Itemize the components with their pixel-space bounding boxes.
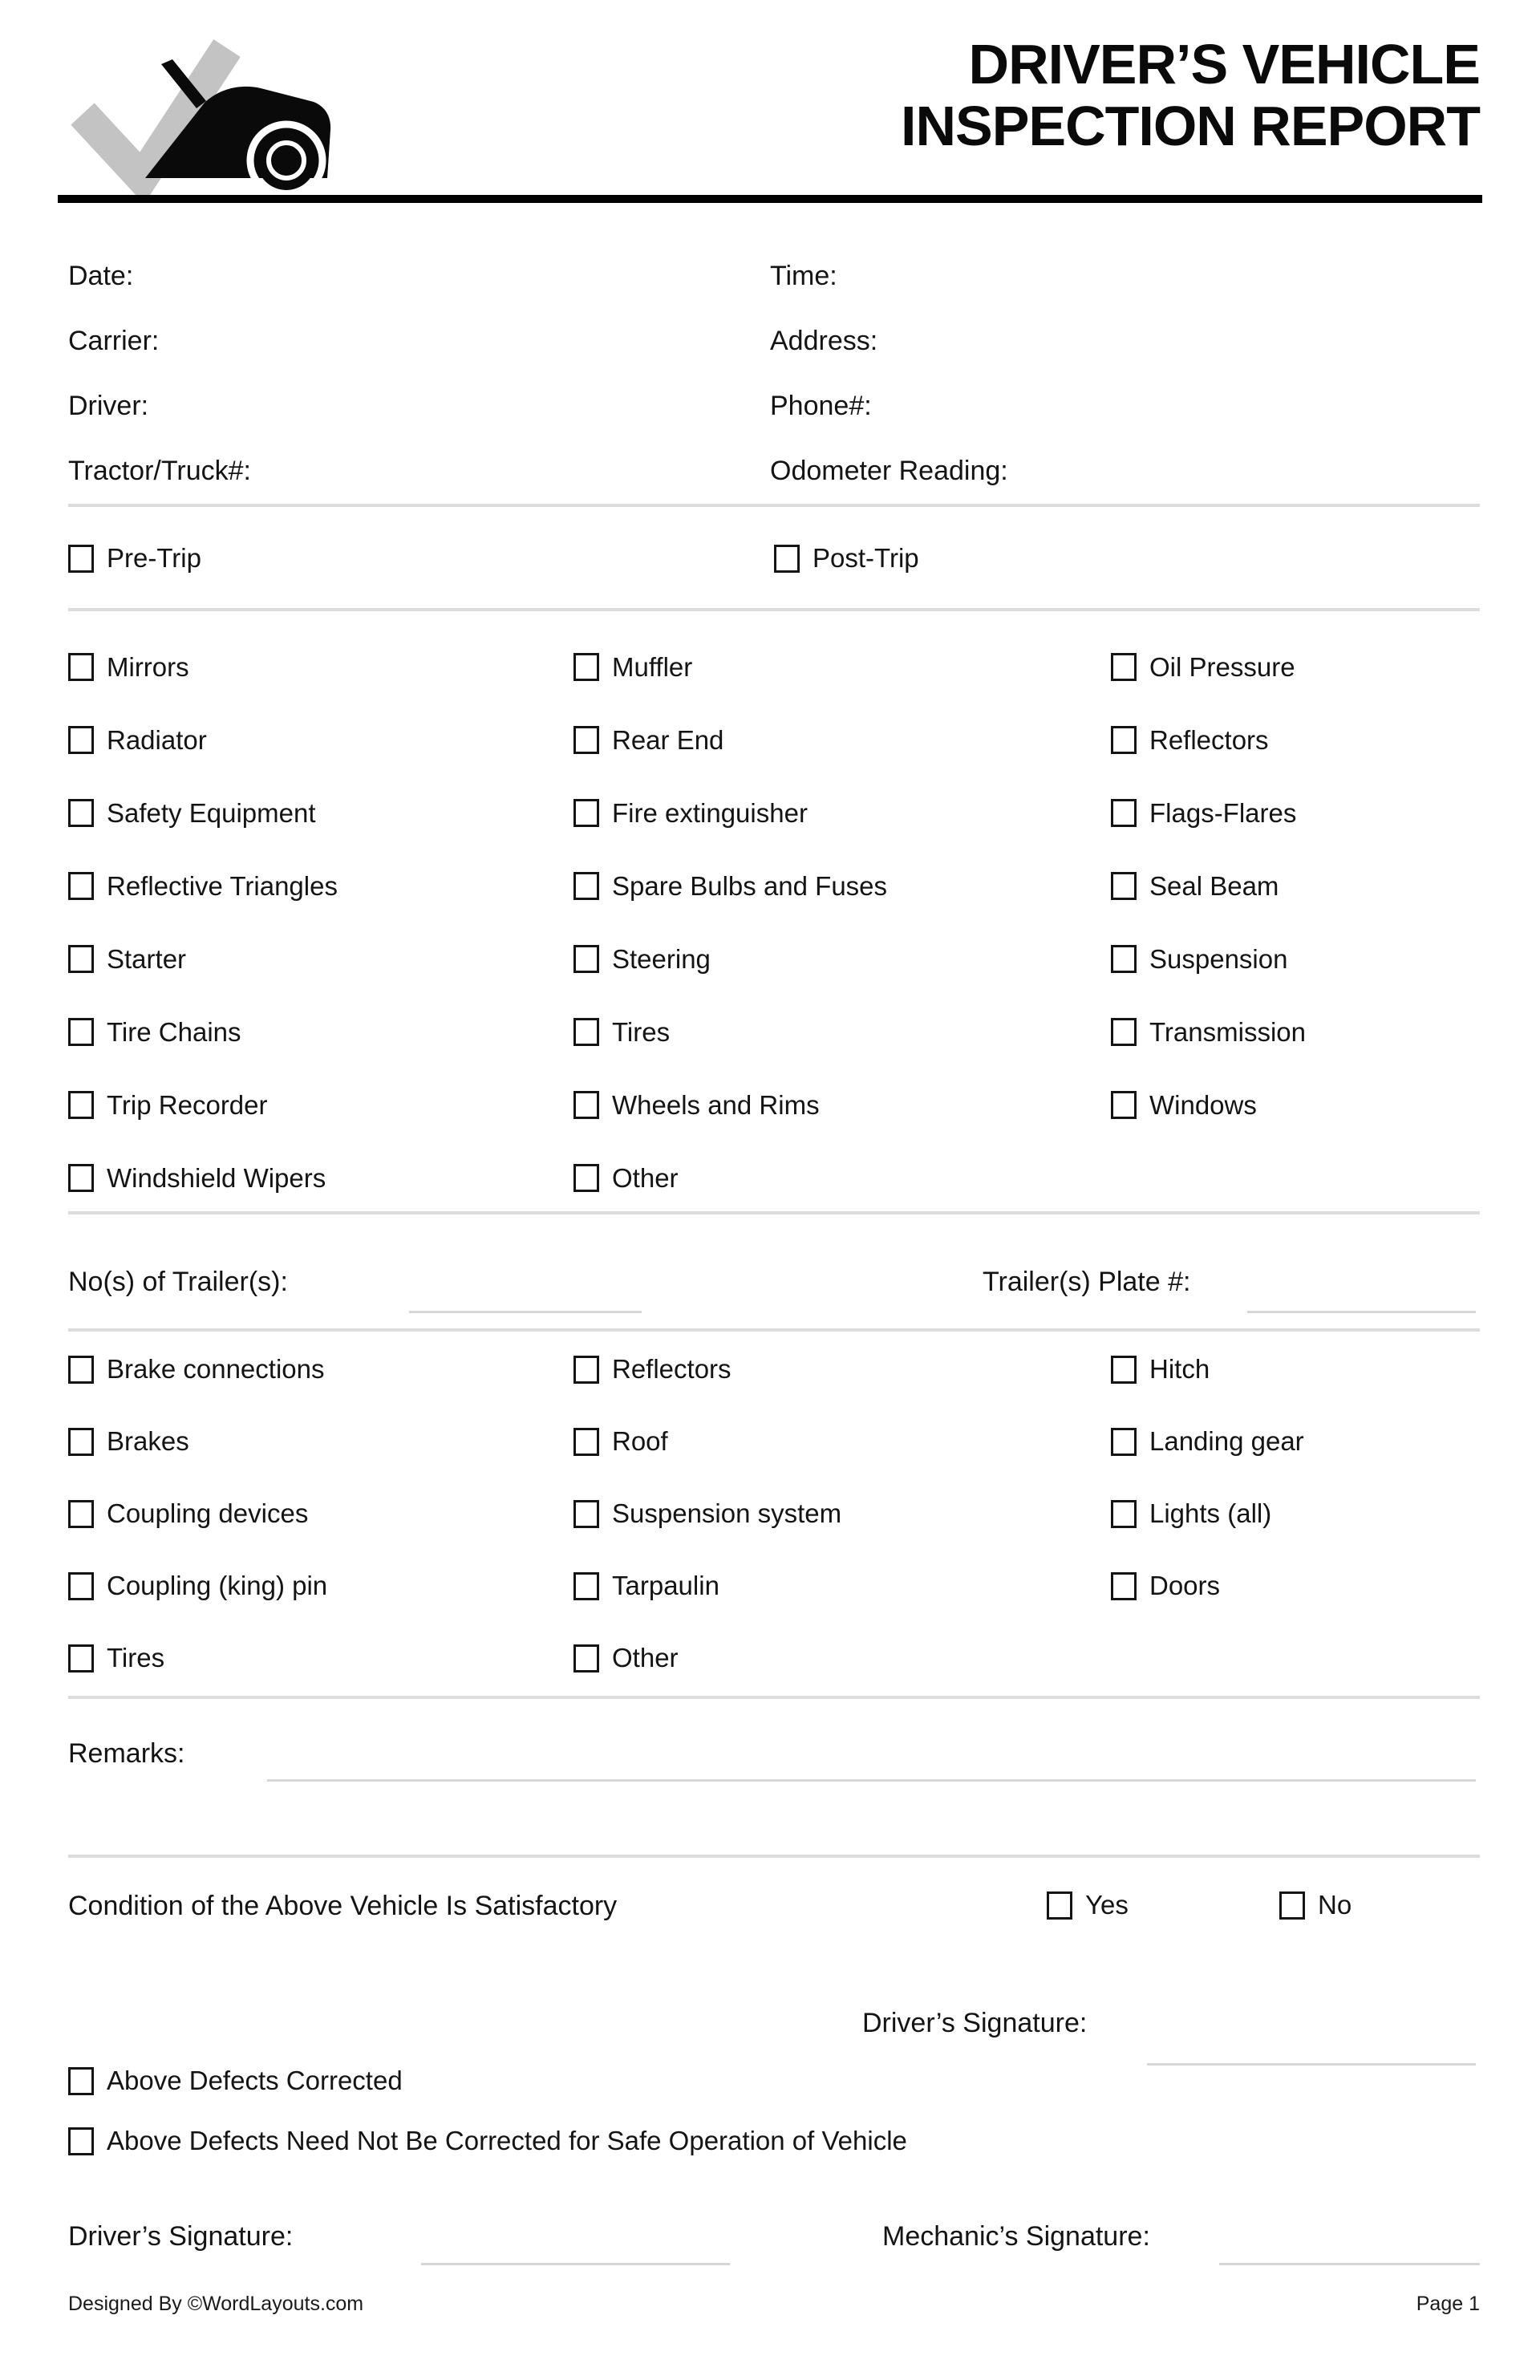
checklist-item-label: Doors bbox=[1149, 1571, 1221, 1600]
section-divider bbox=[68, 1211, 1480, 1214]
checkbox-trailer-tires[interactable] bbox=[68, 1644, 94, 1672]
info-fields-grid bbox=[68, 244, 1476, 504]
checkbox-reflective-triangles[interactable] bbox=[68, 872, 94, 900]
checklist-item-label: Flags-Flares bbox=[1149, 797, 1297, 828]
checkbox-rear-end[interactable] bbox=[573, 726, 599, 754]
checklist-item-label: Spare Bulbs and Fuses bbox=[612, 870, 888, 901]
checkbox-tire-chains[interactable] bbox=[68, 1018, 94, 1046]
checklist-item-label: Coupling devices bbox=[107, 1498, 309, 1528]
field-label-phone: Phone#: bbox=[770, 391, 872, 421]
checkbox-roof[interactable] bbox=[573, 1428, 599, 1456]
page-title-line1: DRIVER’S VEHICLE bbox=[968, 33, 1480, 95]
section-divider bbox=[68, 608, 1480, 611]
no-checkbox[interactable] bbox=[1279, 1891, 1305, 1920]
checklist-item-label: Landing gear bbox=[1149, 1426, 1304, 1456]
checkbox-suspension[interactable] bbox=[1111, 945, 1137, 973]
defects-not-required-option bbox=[68, 2126, 907, 2156]
checklist-item-label: Tarpaulin bbox=[612, 1571, 719, 1600]
defects-corrected-option bbox=[68, 2066, 403, 2096]
driver-signature-top-label: Driver’s Signature: bbox=[862, 2008, 1088, 2038]
checklist-item-label: Fire extinguisher bbox=[612, 797, 808, 828]
field-label-odometer: Odometer Reading: bbox=[770, 456, 1008, 486]
checkbox-windows[interactable] bbox=[1111, 1091, 1137, 1119]
checklist-item-label: Safety Equipment bbox=[107, 797, 316, 828]
section-divider bbox=[68, 1328, 1480, 1332]
pre-trip-label: Pre-Trip bbox=[107, 543, 201, 573]
remarks-label: Remarks: bbox=[68, 1738, 185, 1769]
pre-trip-option bbox=[68, 543, 201, 574]
section-divider bbox=[68, 1696, 1480, 1699]
checkbox-steering[interactable] bbox=[573, 945, 599, 973]
checklist-item-label: Oil Pressure bbox=[1149, 651, 1295, 682]
checklist-item-label: Brake connections bbox=[107, 1354, 325, 1384]
checklist-item-label: Suspension bbox=[1149, 943, 1288, 974]
checkbox-wheels-and-rims[interactable] bbox=[573, 1091, 599, 1119]
checklist-item-label: Suspension system bbox=[612, 1498, 842, 1528]
checkbox-hitch[interactable] bbox=[1111, 1356, 1137, 1384]
field-label-time: Time: bbox=[770, 261, 837, 291]
post-trip-option bbox=[774, 543, 919, 574]
checkbox-doors[interactable] bbox=[1111, 1572, 1137, 1600]
checklist-item-label: Roof bbox=[612, 1426, 668, 1456]
checklist-item-label: Windows bbox=[1149, 1089, 1257, 1120]
yes-label: Yes bbox=[1085, 1890, 1129, 1920]
condition-no-option bbox=[1279, 1890, 1352, 1920]
checklist-item-label: Mirrors bbox=[107, 651, 189, 682]
checklist-item-label: Tires bbox=[612, 1016, 671, 1047]
checkbox-radiator[interactable] bbox=[68, 726, 94, 754]
checkbox-oil-pressure[interactable] bbox=[1111, 653, 1137, 681]
checkbox-windshield-wipers[interactable] bbox=[68, 1164, 94, 1192]
checkbox-other-vehicle[interactable] bbox=[573, 1164, 599, 1192]
checklist-item-label: Radiator bbox=[107, 724, 207, 755]
checkbox-fire-extinguisher[interactable] bbox=[573, 799, 599, 827]
checkbox-coupling-king-pin[interactable] bbox=[68, 1572, 94, 1600]
checklist-item-label: Tires bbox=[107, 1643, 165, 1672]
post-trip-label: Post-Trip bbox=[813, 543, 919, 573]
checkmark-car-logo bbox=[68, 32, 337, 197]
condition-yes-option bbox=[1047, 1890, 1129, 1920]
condition-label: Condition of the Above Vehicle Is Satisfactory bbox=[68, 1891, 618, 1921]
post-trip-checkbox[interactable] bbox=[774, 545, 800, 573]
checkbox-landing-gear[interactable] bbox=[1111, 1428, 1137, 1456]
checklist-item-label: Windshield Wipers bbox=[107, 1162, 326, 1193]
checklist-item-label: Reflective Triangles bbox=[107, 870, 338, 901]
field-label-address: Address: bbox=[770, 326, 878, 356]
checkbox-trailer-reflectors[interactable] bbox=[573, 1356, 599, 1384]
page-title bbox=[901, 34, 1480, 157]
checkbox-brake-connections[interactable] bbox=[68, 1356, 94, 1384]
checkbox-trip-recorder[interactable] bbox=[68, 1091, 94, 1119]
checklist-item-label: Reflectors bbox=[612, 1354, 732, 1384]
checkbox-tires[interactable] bbox=[573, 1018, 599, 1046]
driver-signature-bottom-label: Driver’s Signature: bbox=[68, 2221, 294, 2252]
footer-credit: Designed By ©WordLayouts.com bbox=[68, 2293, 364, 2315]
checklist-item-label: Tire Chains bbox=[107, 1016, 241, 1047]
checklist-item-label: Other bbox=[612, 1162, 679, 1193]
checklist-item-label: Wheels and Rims bbox=[612, 1089, 820, 1120]
driver-signature-bottom-input[interactable] bbox=[421, 2263, 730, 2265]
trailer-plate-label: Trailer(s) Plate #: bbox=[983, 1267, 1191, 1297]
checkbox-coupling-devices[interactable] bbox=[68, 1500, 94, 1528]
checklist-item-label: Starter bbox=[107, 943, 187, 974]
checklist-item-label: Brakes bbox=[107, 1426, 189, 1456]
pre-trip-checkbox[interactable] bbox=[68, 545, 94, 573]
trailer-checklist bbox=[68, 1333, 1476, 1694]
checklist-item-label: Steering bbox=[612, 943, 711, 974]
mechanic-signature-input[interactable] bbox=[1219, 2263, 1480, 2265]
checkbox-transmission[interactable] bbox=[1111, 1018, 1137, 1046]
page-title-line2: INSPECTION REPORT bbox=[901, 95, 1480, 157]
checkbox-other-trailer[interactable] bbox=[573, 1644, 599, 1672]
checklist-item-label: Trip Recorder bbox=[107, 1089, 268, 1120]
defects-not-required-checkbox[interactable] bbox=[68, 2127, 94, 2155]
checkbox-muffler[interactable] bbox=[573, 653, 599, 681]
vehicle-checklist bbox=[68, 630, 1476, 1214]
field-label-tractor-truck: Tractor/Truck#: bbox=[68, 456, 251, 486]
checklist-item-label: Muffler bbox=[612, 651, 693, 682]
field-label-date: Date: bbox=[68, 261, 134, 291]
defects-not-required-label: Above Defects Need Not Be Corrected for Safe Operation of Vehicle bbox=[107, 2126, 907, 2155]
checklist-item-label: Other bbox=[612, 1643, 679, 1672]
checkbox-seal-beam[interactable] bbox=[1111, 872, 1137, 900]
header-rule bbox=[58, 195, 1482, 203]
checklist-item-label: Transmission bbox=[1149, 1016, 1306, 1047]
field-label-driver: Driver: bbox=[68, 391, 149, 421]
checkbox-flags-flares[interactable] bbox=[1111, 799, 1137, 827]
checkbox-mirrors[interactable] bbox=[68, 653, 94, 681]
checklist-item-label: Reflectors bbox=[1149, 724, 1269, 755]
yes-checkbox[interactable] bbox=[1047, 1891, 1072, 1920]
checkbox-lights-all[interactable] bbox=[1111, 1500, 1137, 1528]
no-label: No bbox=[1318, 1890, 1352, 1920]
checklist-item-label: Seal Beam bbox=[1149, 870, 1279, 901]
checklist-item-label: Hitch bbox=[1149, 1354, 1210, 1384]
section-divider bbox=[68, 504, 1480, 507]
mechanic-signature-label: Mechanic’s Signature: bbox=[882, 2221, 1150, 2252]
checkbox-suspension-system[interactable] bbox=[573, 1500, 599, 1528]
defects-corrected-label: Above Defects Corrected bbox=[107, 2066, 403, 2095]
checkbox-spare-bulbs-and-fuses[interactable] bbox=[573, 872, 599, 900]
trailer-number-input[interactable] bbox=[409, 1311, 642, 1313]
footer-page-number: Page 1 bbox=[1416, 2293, 1480, 2315]
checkbox-starter[interactable] bbox=[68, 945, 94, 973]
checkbox-reflectors[interactable] bbox=[1111, 726, 1137, 754]
checklist-item-label: Rear End bbox=[612, 724, 724, 755]
field-label-carrier: Carrier: bbox=[68, 326, 160, 356]
remarks-input[interactable] bbox=[267, 1779, 1476, 1782]
checklist-item-label: Coupling (king) pin bbox=[107, 1571, 328, 1600]
section-divider bbox=[68, 1855, 1480, 1858]
checkbox-tarpaulin[interactable] bbox=[573, 1572, 599, 1600]
trailer-number-label: No(s) of Trailer(s): bbox=[68, 1267, 288, 1297]
checklist-item-label: Lights (all) bbox=[1149, 1498, 1272, 1528]
above-defects-corrected-checkbox[interactable] bbox=[68, 2067, 94, 2095]
checkbox-brakes[interactable] bbox=[68, 1428, 94, 1456]
trailer-plate-input[interactable] bbox=[1247, 1311, 1476, 1313]
checkbox-safety-equipment[interactable] bbox=[68, 799, 94, 827]
driver-signature-top-input[interactable] bbox=[1147, 2063, 1476, 2066]
